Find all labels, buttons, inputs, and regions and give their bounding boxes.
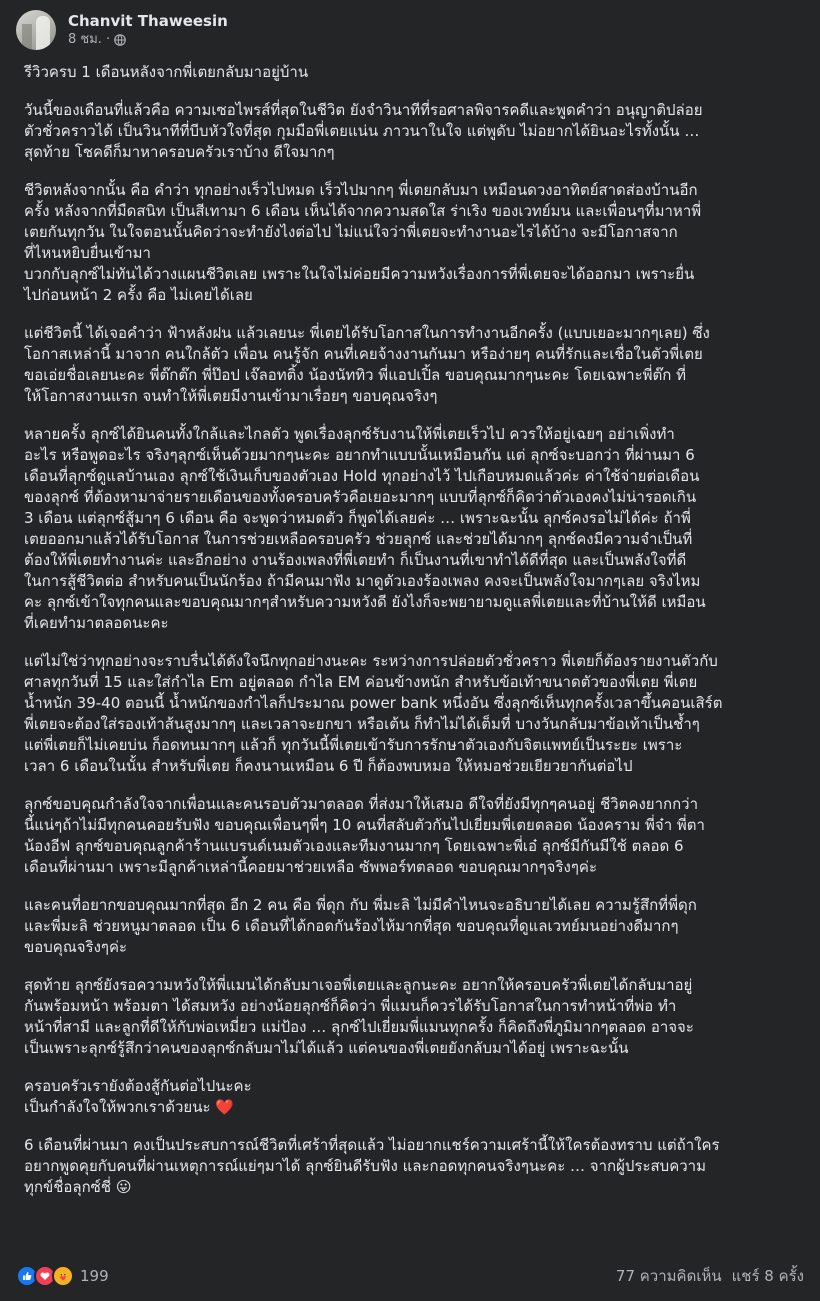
reaction-icons xyxy=(16,1265,74,1287)
globe-icon[interactable] xyxy=(114,34,126,46)
heart-emoji-icon: ❤️ xyxy=(215,1098,234,1116)
final-paragraph xyxy=(24,1135,800,1198)
post-paragraph: วันนี้ของเดือนที่แล้วคือ ความเซอไพรส์ที่สุดในชีวิต ยังจำวินาทีที่รอศาลพิจารคดีและพูดคำว่า อนุญาติปล่อย ตัวชั่วคราวได้ เป็นวินาทีที่บีบหัวใจที่สุด กุมมือพี่เตยแน่น ภาวนาในใจ แต่พูดับ ไม่อยากได้ยินอะไรทั้งนั้น … สุดท้าย โชคดีก็มาหาครอบครัวเราบ้าง ดีใจมากๆ xyxy=(24,101,703,161)
post-time[interactable]: 8 ชม. xyxy=(68,32,102,47)
closing-text: ครอบครัวเรายังต้องสู้กันต่อไปนะคะ เป็นกำลังใจให้พวกเราด้วยนะ xyxy=(24,1077,252,1116)
post-paragraph: แต่ชีวิตนี้ ได้เจอคำว่า ฟ้าหลังฝน แล้วเลยนะ พี่เตยได้รับโอกาสในการทำงานอีกครั้ง (แบบเยอะมากๆเลย) ซึ่ง โอกาสเหล่านี้ มาจาก คนใกล้ตัว เพื่อน คนรู้จัก คนที่เคยจ้างงานกันมา หรือง่ายๆ คนที่รักและเชื่อในตัวพี่เตย ขอเอ่ยชื่อเลยนะคะ พี่ต๊กต๊ก พี่ป๊อป เจ๊ลอทติ้ง น้องนัททิว พี่แอปเปิ้ล ขอบคุณมากๆนะคะ โดยเฉพาะพี่ต๊ก ที่ ให้โอกาสงานแรก จนทำให้พี่เตยมีงานเข้ามาเรื่อยๆ ขอบคุณจริงๆ xyxy=(24,324,710,405)
post-paragraph: แต่ไม่ใช่ว่าทุกอย่างจะราบรื่นได้ดังใจนึกทุกอย่างนะคะ ระหว่างการปล่อยตัวชั่วคราว พี่เตยก็ต้องรายงานตัวกับ ศาลทุกวันที่ 15 และใส่กำไล Em อยู่ตลอด กำไล EM ค่อนข้างหนัก สำหรับข้อเท้าขนาดตัวของพี่เตย พี่เตย น้ำหนัก 39-40 ตอนนี้ น้ำหนักของกำไลก็ประมาณ power bank หนึ่งอัน ซึ่งลุกซ์เห็นทุกครั้งเวลาขึ้นคอนเสิร์ต พี่เตยจะต้องใส่รองเท้าส้นสูงมากๆ และเวลาจะยกขา หรือเต้น ก็ทำไม่ได้เต็มที่ บางวันกลับมาข้อเท้าเป็นช้ำๆ แต่พี่เตยก็ไม่เคยบ่น ก็อดทนมากๆ แล้วก็ ทุกวันนี้พี่เตยเข้ารับการรักษาตัวเองกับจิตแพทย์เป็นระยะ เพราะ เวลา 6 เดือนในนั้น สำหรับพี่เตย ก็คงนานเหมือน 6 ปี ก็ต้องพบหมอ ให้หมอช่วยเยียวยากันต่อไป xyxy=(24,652,723,775)
care-icon xyxy=(52,1265,74,1287)
post-header xyxy=(16,6,228,54)
tongue-emoji-icon: 😛 xyxy=(115,1178,132,1196)
author-name[interactable]: Chanvit Thaweesin xyxy=(68,12,228,30)
post-body xyxy=(24,62,800,1215)
avatar[interactable] xyxy=(16,10,56,50)
comments-count-link[interactable]: 77 ความคิดเห็น xyxy=(615,1267,722,1285)
closing-paragraph xyxy=(24,1076,800,1118)
post-paragraph: หลายครั้ง ลุกซ์ได้ยินคนทั้งใกล้และไกลตัว พูดเรื่องลุกซ์รับงานให้พี่เตยเร็วไป ควรให้อยู่เฉยๆ อย่าเพิ่งทำ อะไร หรือพูดอะไร จริงๆลุกซ์เห็นด้วยมากๆนะคะ อยากทำแบบนั้นเหมือนกัน แต่ ลุกซ์จะบอกว่า ที่ผ่านมา 6 เดือนที่ลุกซ์ดูแลบ้านเอง ลุกซ์ใช้เงินเก็บของตัวเอง Hold ทุกอย่างไว้ ไปเกือบหมดแล้วค่ะ ค่าใช้จ่ายต่อเดือน ของลุกซ์ ที่ต้องหามาจ่ายรายเดือนของทั้งครอบครัวคือเยอะมากๆ แบบที่ลุกซ์ก็คิดว่าตัวเองคงไม่น่ารอดเกิน 3 เดือน แต่ลุกซ์สู้มาๆ 6 เดือน คือ จะพูดว่าหมดตัว ก็พูดได้เลยค่ะ … เพราะฉะนั้น ลุกซ์คงรอไม่ได้ค่ะ ถ้าพี่ เตยออกมาแล้วได้รับโอกาส ในการช่วยเหลือครอบครัว ช่วยลุกซ์ และช่วยได้มากๆ ลุกซ์คงมีความจำเป็นที่ ต้องให้พี่เตยทำงานค่ะ และอีกอย่าง งานร้องเพลงที่พี่เตยทำ ก็เป็นงานที่เขาทำได้ดีที่สุด และเป็นพลังใจที่ดี ในการสู้ชีวิตต่อ สำหรับคนเป็นนักร้อง ถ้ามีคนมาฟัง มาดูตัวเองร้องเพลง คงจะเป็นพลังใจมากๆเลย จริงไหม คะ ลุกซ์เข้าใจทุกคนและขอบคุณมากๆสำหรับความหวังดี ยังไงก็จะพยายามดูแลพี่เตยและที่บ้านให้ดี เหมือน ที่เคยทำมาตลอดนะคะ xyxy=(24,425,706,632)
reactions-summary[interactable] xyxy=(16,1265,109,1287)
engagement-stats xyxy=(616,1264,804,1288)
meta-separator: · xyxy=(105,32,111,47)
post-footer xyxy=(16,1262,804,1290)
post-meta xyxy=(68,31,228,49)
reaction-count[interactable]: 199 xyxy=(80,1267,109,1285)
shares-count-link[interactable]: แชร์ 8 ครั้ง xyxy=(731,1267,804,1285)
post-paragraph: สุดท้าย ลุกซ์ยังรอความหวังให้พี่แมนได้กลับมาเจอพี่เตยและลูกนะคะ อยากให้ครอบครัวพี่เตยได้กลับมาอยู่ กันพร้อมหน้า พร้อมตา ได้สมหวัง อย่างน้อยลุกซ์ก็คิดว่า พี่แมนก็ควรได้รับโอกาสในการทำหน้าที่พ่อ ทำ หน้าที่สามี และลูกที่ดีให้กับพ่อเหมี่ยว แม่ป้อง … ลุกซ์ไปเยี่ยมพี่แมนทุกครั้ง ก็คิดถึงพี่ภูมิมากๆตลอด อาจจะ เป็นเพราะลุกซ์รู้สึกว่าคนของลุกซ์กลับมาไม่ได้แล้ว แต่คนของพี่เตยยังกลับมาได้อยู่ เพราะฉะนั้น xyxy=(24,976,694,1057)
post-paragraph: รีวิวครบ 1 เดือนหลังจากพี่เตยกลับมาอยู่บ้าน xyxy=(24,63,309,81)
post-paragraph: และคนที่อยากขอบคุณมากที่สุด อีก 2 คน คือ พี่ดุก กับ พี่มะลิ ไม่มีคำไหนจะอธิบายได้เลย ความรู้สึกที่พี่ดุก และพี่มะลิ ช่วยหนูมาตลอด เป็น 6 เดือนที่ได้กอดกันร้องไห้มากที่สุด ขอบคุณที่ดูแลเวทย์มนอย่างดีมากๆ ขอบคุณจริงๆค่ะ xyxy=(24,896,697,956)
post-paragraph: ชีวิตหลังจากนั้น คือ คำว่า ทุกอย่างเร็วไปหมด เร็วไปมากๆ พี่เตยกลับมา เหมือนดวงอาทิตย์สาดส่องบ้านอีก ครั้ง หลังจากที่มืดสนิท เป็นสีเทามา 6 เดือน เห็นได้จากความสดใส ร่าเริง ของเวทย์มน และเพื่อนๆที่มาหาพี่ เตยกันทุกวัน ในใจตอนนั้นคิดว่าจะทำยังไงต่อไป ไม่แน่ใจว่าพี่เตยจะทำงานอะไรได้บ้าง จะมีโอกาสจาก ที่ไหนหยิบยื่นเข้ามา บวกกับลุกซ์ไม่ทันได้วางแผนชีวิตเลย เพราะในใจไม่ค่อยมีความหวังเรื่องการที่พี่เตยจะได้ออกมา เพราะยื่น ไปก่อนหน้า 2 ครั้ง คือ ไม่เคยได้เลย xyxy=(24,181,702,304)
post-header-text xyxy=(68,11,228,49)
final-text: 6 เดือนที่ผ่านมา คงเป็นประสบการณ์ชีวิตที่เศร้าที่สุดแล้ว ไม่อยากแชร์ความเศร้านี้ให้ใครต้องทราบ แต่ถ้าใคร อยากพูดคุยกับคนที่ผ่านเหตุการณ์แย่ๆมาได้ ลุกซ์ยินดีรับฟัง และกอดทุกคนจริงๆนะคะ … จากผู้ประสบความ ทุกข์ชื่อลุกซ์ชี่ xyxy=(24,1136,720,1196)
post-paragraph: ลุกซ์ขอบคุณกำลังใจจากเพื่อนและคนรอบตัวมาตลอด ที่ส่งมาให้เสมอ ดีใจที่ยังมีทุกๆคนอยู่ ชีวิตคงยากกว่า นี้แน่ๆถ้าไม่มีทุกคนคอยรับฟัง ขอบคุณเพื่อนๆพี่ๆ 10 คนที่สลับตัวกันไปเยี่ยมพี่เตยตลอด น้องคราม พี่จ๋า พี่ตา น้องอีฟ ลุกซ์ขอบคุณลูกค้าร้านแบรนด์เนมตัวเองและทีมงานมากๆ โดยเฉพาะพี่เอ๋ ลุกซ์มีกันมีใช้ ตลอด 6 เดือนที่ผ่านมา เพราะมีลูกค้าเหล่านี้คอยมาช่วยเหลือ ซัพพอร์ทตลอด ขอบคุณมากๆจริงๆค่ะ xyxy=(24,795,705,876)
